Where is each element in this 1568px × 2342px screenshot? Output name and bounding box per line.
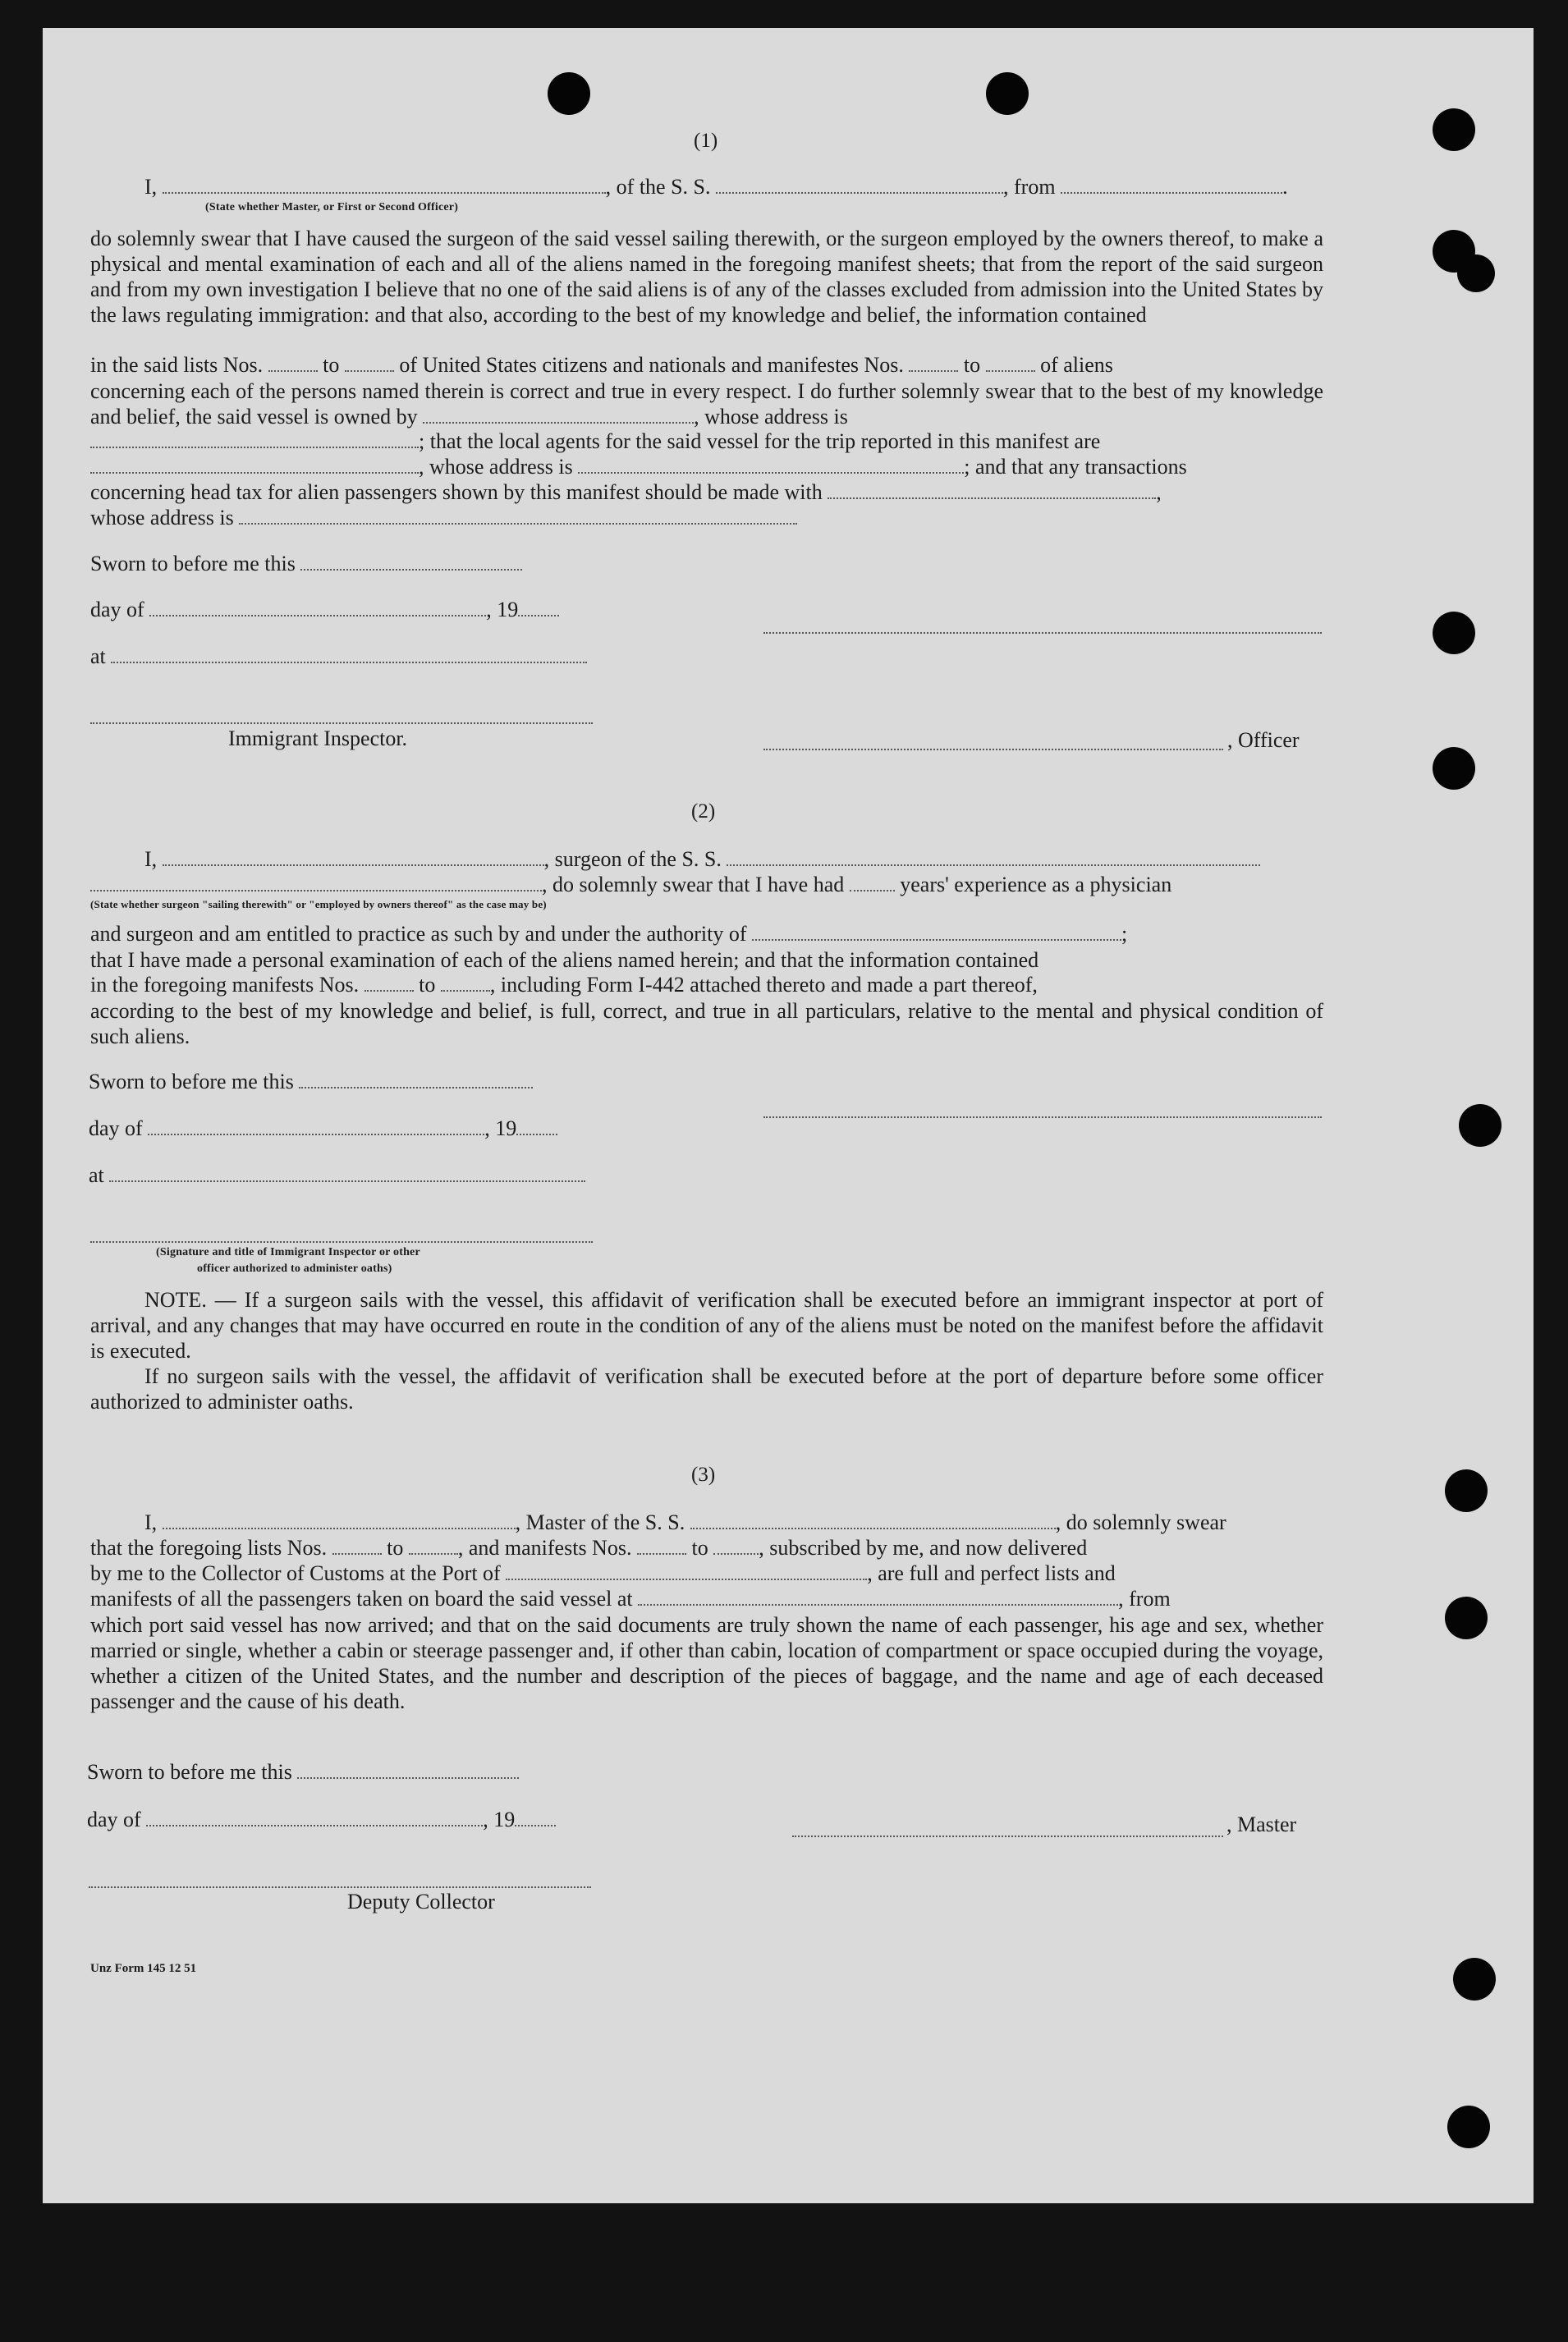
list-from-field[interactable] [332,1538,382,1555]
surgeon-line: I, , surgeon of the S. S. [144,847,1260,872]
surgeon-name-field[interactable] [163,850,544,866]
lists-line: in the said lists Nos. to of United States citizens and nationals and manifestes Nos. to of aliens [90,353,1113,377]
day-of-line-3: day of , 19 [87,1808,556,1832]
master-vessel-field[interactable] [690,1513,1056,1529]
manifests-line: in the foregoing manifests Nos. to , including Form I-442 attached thereto and made a part thereof, [90,973,1038,997]
origin-field[interactable] [1061,177,1282,194]
place-field[interactable] [111,647,587,663]
head-tax-address-field[interactable] [239,508,797,525]
sig-note-2: officer authorized to administer oaths) [197,1263,392,1275]
section1-para-b: concerning each of the persons named therein is correct and true in every respect. I do further solemnly swear that to the best of my knowledge and belief, the said vessel is owned by , whose address is [90,379,1323,429]
port-field[interactable] [506,1564,867,1580]
master-signature-line[interactable] [792,1834,1223,1837]
inspector-signature-line[interactable] [90,721,593,724]
section-number: (3) [691,1464,716,1486]
officer-line: I, , of the S. S. , from . [144,175,1288,199]
boarding-port-field[interactable] [638,1589,1118,1606]
officer-signature-line[interactable] [763,630,1322,634]
section2-para-a: that I have made a personal examination of each of the aliens named herein; and that the information contained [90,948,1039,972]
punch-hole [1445,1597,1488,1639]
manifest-from-field[interactable] [909,355,958,372]
day-of-line-1: day of , 19 [90,598,559,622]
deputy-label: Deputy Collector [347,1890,495,1913]
note-paragraph-2: If no surgeon sails with the vessel, the affidavit of verification shall be executed before at the port of departure before some officer authorized to administer oaths. [90,1364,1323,1414]
year-field[interactable] [515,1810,556,1826]
list-to-field[interactable] [409,1538,458,1555]
punch-hole [1447,2106,1490,2148]
month-field[interactable] [149,600,486,616]
lists-line-3: that the foregoing lists Nos. to , and manifests Nos. to , subscribed by me, and now delivered [90,1536,1088,1560]
punch-hole [1433,612,1475,654]
sworn-date-field[interactable] [299,1072,533,1089]
section3-para: which port said vessel has now arrived; and that on the said documents are truly shown the name of each passenger, his age and sex, whether married or single, whether a cabin or steerage passenger and, if other than cabin, location of compartment or space occupied during the voyage, whether a citizen of the United States, and the number and description of the pieces of baggage, and the name and age of each deceased passenger and the cause of his death. [90,1613,1323,1713]
punch-hole [1433,747,1475,790]
manifest-from-field[interactable] [364,975,414,992]
authority-line: and surgeon and am entitled to practice as such by and under the authority of ; [90,922,1128,946]
vessel-name-field[interactable] [716,177,1003,194]
surgeon-type-field[interactable] [90,875,542,891]
at-line-1: at [90,644,587,669]
label-of-ss: , of the S. S. [605,175,711,199]
owner-address-field[interactable] [90,432,419,448]
sig-note-1: (Signature and title of Immigrant Inspector or other [156,1246,420,1258]
section-number: (2) [691,800,716,823]
place-field[interactable] [109,1166,585,1182]
punch-hole [1459,1104,1502,1147]
agents-field[interactable] [90,457,419,474]
section2-para-b: according to the best of my knowledge and belief, is full, correct, and true in all particulars, relative to the mental and physical condition of such aliens. [90,999,1323,1048]
punch-hole [1453,1958,1496,2001]
port-line: by me to the Collector of Customs at the Port of , are full and perfect lists and [90,1561,1116,1585]
manifest-to-field[interactable] [441,975,490,992]
list-from-field[interactable] [268,355,318,372]
section-number: (1) [694,130,718,152]
address-line: whose address is [90,506,797,530]
label-i: I, [144,175,158,199]
sworn-date-field[interactable] [300,554,522,571]
manifest-to-field[interactable] [986,355,1035,372]
punch-hole [1433,108,1475,151]
form-number: Unz Form 145 12 51 [90,1962,197,1975]
agents-address-field[interactable] [578,457,964,474]
punch-hole [1457,254,1495,292]
manifest-to-field[interactable] [713,1538,759,1555]
month-field[interactable] [146,1810,483,1826]
year-field[interactable] [518,600,559,616]
section1-para-a: do solemnly swear that I have caused the surgeon of the said vessel sailing therewith, or the surgeon employed by the owners thereof, to make a physical and mental examination of each and all of the aliens named in the foregoing manifest sheets; that from the report of the said surgeon and from my own investigation I believe that no one of the said aliens is of any of the classes excluded from admission into the United States by the laws regulating immigration: and that also, according to the best of my knowledge and belief, the information contained [90,227,1323,327]
note-paragraph-1: NOTE. — If a surgeon sails with the vessel, this affidavit of verification shall be executed before an immigrant inspector at port of arrival, and any changes that may have occurred en route in the condition of any of the aliens must be noted on the manifest before the affidavit is executed. [90,1288,1323,1363]
year-field[interactable] [516,1119,557,1135]
sworn-date-field[interactable] [297,1762,519,1779]
label-from: , from [1003,175,1056,199]
agents-line: ; that the local agents for the said vessel for the trip reported in this manifest are [90,429,1100,454]
sworn-line-3: Sworn to before me this [87,1760,519,1785]
officer-note: (State whether Master, or First or Second Officer) [205,201,459,213]
surgeon-note: (State whether surgeon "sailing therewith" or "employed by owners thereof" as the case may be) [90,898,547,910]
at-line-2: at [89,1163,585,1188]
sworn-line-2: Sworn to before me this [89,1070,533,1094]
agents-address-line: , whose address is ; and that any transactions [90,455,1187,479]
authority-field[interactable] [752,924,1121,941]
officer-name-field[interactable] [163,177,606,194]
deputy-signature-line[interactable] [89,1885,591,1888]
punch-hole [1445,1469,1488,1512]
surgeon-vessel-field[interactable] [727,850,1260,866]
owner-field[interactable] [423,407,694,424]
month-field[interactable] [148,1119,484,1135]
officer-title-line[interactable] [763,747,1223,750]
master-name-field[interactable] [163,1513,516,1529]
years-field[interactable] [850,875,895,891]
experience-line: , do solemnly swear that I have had years' experience as a physician [90,873,1171,897]
board-line: manifests of all the passengers taken on board the said vessel at , from [90,1587,1171,1611]
inspector-label: Immigrant Inspector. [228,726,408,750]
officer-label: , Officer [1227,728,1300,752]
day-of-line-2: day of , 19 [89,1116,557,1141]
list-to-field[interactable] [345,355,394,372]
master-label: , Master [1226,1813,1297,1836]
head-tax-field[interactable] [828,483,1156,499]
punch-hole [986,72,1029,115]
punch-hole [548,72,590,115]
manifest-from-field[interactable] [637,1538,686,1555]
master-line: I, , Master of the S. S. , do solemnly swear [144,1510,1226,1534]
sworn-line-1: Sworn to before me this [90,552,522,576]
administrator-signature-line[interactable] [90,1240,593,1243]
surgeon-signature-line[interactable] [763,1115,1322,1118]
head-tax-line: concerning head tax for alien passengers shown by this manifest should be made with , [90,480,1162,504]
